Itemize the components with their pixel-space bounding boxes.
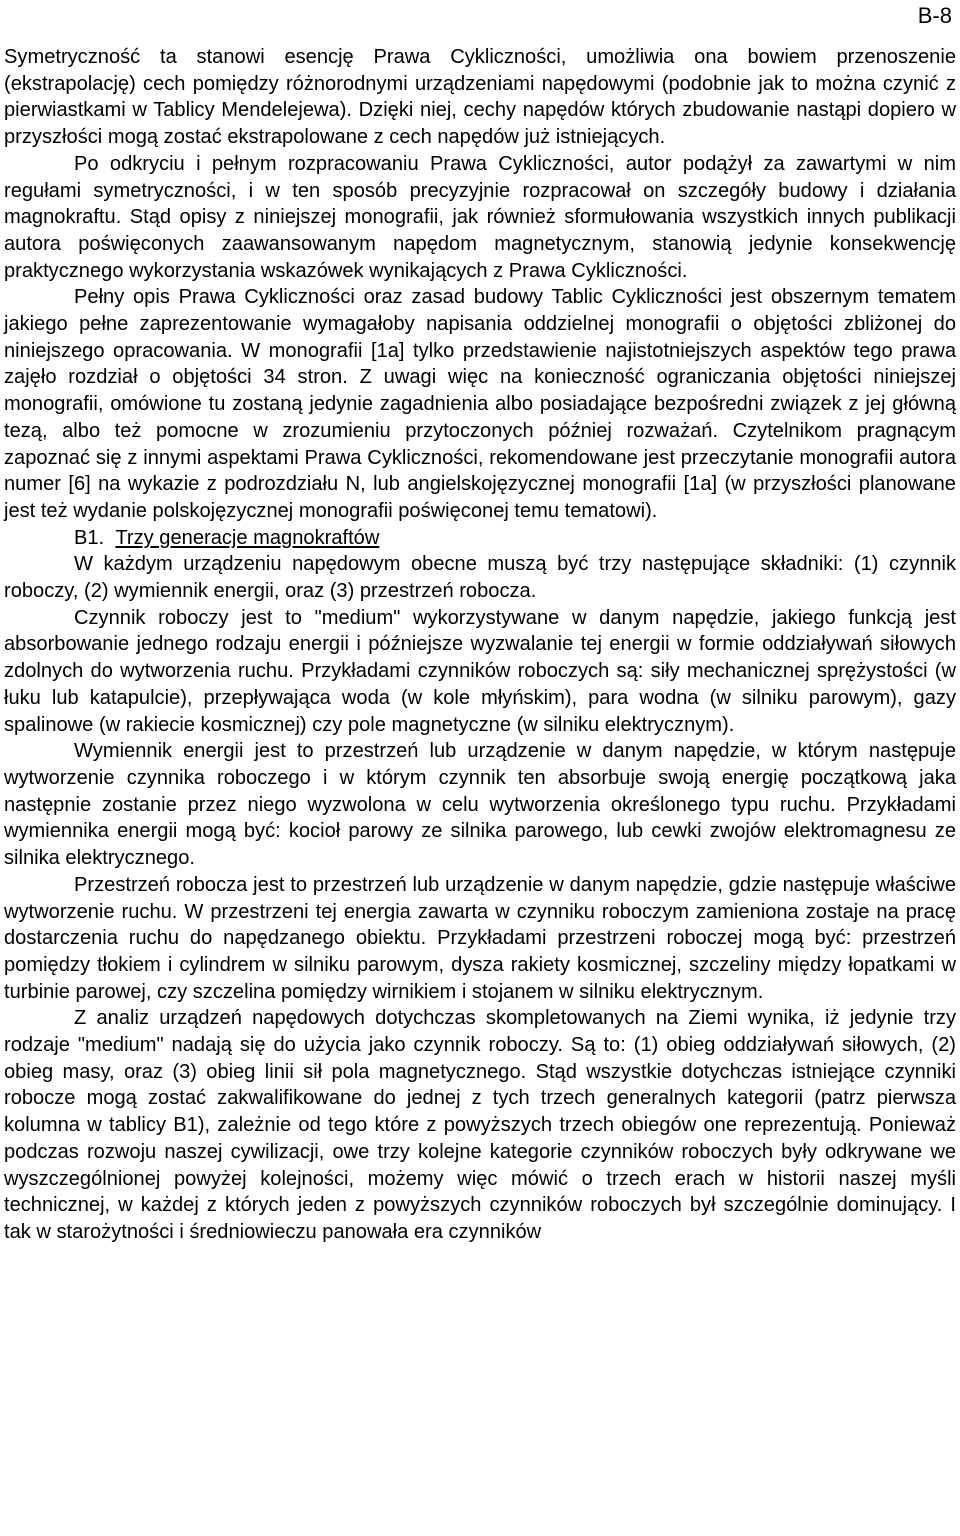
paragraph: Z analiz urządzeń napędowych dotychczas skompletowanych na Ziemi wynika, iż jedynie trzy rodzaje "medium" nadają się do użycia jako czynnik roboczy. Są to: (1) obieg oddziaływań siłowych, (2) obieg masy, oraz (3) obieg linii sił pola magnetycznego. Stąd wszystkie dotychczas istniejące czynniki robocze mogą zostać zakwalifikowane do jednej z tych trzech generalnych kategorii (patrz pierwsza kolumna w tablicy B1), zależnie od tego które z powyższych trzech obiegów one reprezentują. Ponieważ podczas rozwoju naszej cywilizacji, owe trzy kolejne kategorie czynników roboczych były odkrywane we wyszczególnionej powyżej kolejności, możemy więc mówić o trzech erach w historii naszej myśli technicznej, w każdej z których jeden z powyższych czynników roboczych był szczególnie dominujący. I tak w starożytności i średniowieczu panowała era czynników: [4, 1007, 956, 1243]
section-number: B1.: [74, 526, 105, 549]
paragraph: Przestrzeń robocza jest to przestrzeń lub urządzenie w danym napędzie, gdzie następuje właściwe wytworzenie ruchu. W przestrzeni tej energia zawarta w czynniku roboczym zamieniona zostaje na pracę dostarczenia ruchu do napędzanego obiektu. Przykładami przestrzeni roboczej mogą być: przestrzeń pomiędzy tłokiem i cylindrem w silniku parowym, dysza rakiety kosmicznej, szczeliny między łopatkami w turbinie parowej, czy szczelina pomiędzy wirnikiem i stojanem w silniku elektrycznym.: [4, 873, 956, 1003]
paragraph: Pełny opis Prawa Cykliczności oraz zasad budowy Tablic Cykliczności jest obszernym tematem jakiego pełne zaprezentowanie wymagałoby napisania oddzielnej monografii o objętości zbliżonej do niniejszego opracowania. W monografii [1a] tylko przedstawienie najistotniejszych aspektów tego prawa zajęło rozdział o objętości 34 stron. Z uwagi więc na konieczność ograniczania objętości niniejszej monografii, omówione tu zostaną jedynie zagadnienia albo posiadające bezpośredni związek z jej główną tezą, albo też pomocne w zrozumieniu przytoczonych później rozważań. Czytelnikom pragnącym zapoznać się z innymi aspektami Prawa Cykliczności, rekomendowane jest przeczytanie monografii autora numer [6] na wykazie z podrozdziału N, lub angielskojęzycznej monografii [1a] (w przyszłości planowane jest też wydanie polskojęzycznej monografii poświęconej temu tematowi).: [4, 286, 956, 522]
paragraph: Wymiennik energii jest to przestrzeń lub urządzenie w danym napędzie, w którym następuje wytworzenie czynnika roboczego i w którym czynnik ten absorbuje swoją energię początkową jaka następnie zostanie przez niego wyzwolona w celu wytworzenia określonego typu ruchu. Przykładami wymiennika energii mogą być: kocioł parowy ze silnika parowego, lub cewki zwojów elektromagnesu ze silnika elektrycznego.: [4, 740, 956, 870]
document-body: [4, 44, 956, 1246]
paragraph: W każdym urządzeniu napędowym obecne muszą być trzy następujące składniki: (1) czynnik roboczy, (2) wymiennik energii, oraz (3) przestrzeń robocza.: [4, 553, 956, 603]
paragraph: Po odkryciu i pełnym rozpracowaniu Prawa Cykliczności, autor podążył za zawartymi w nim regułami symetryczności, i w ten sposób precyzyjnie rozpracował on szczegóły budowy i działania magnokraftu. Stąd opisy z niniejszej monografii, jak również sformułowania wszystkich innych publikacji autora poświęconych zaawansowanym napędom magnetycznym, stanowią jedynie konsekwencję praktycznego wykorzystania wskazówek wynikających z Prawa Cykliczności.: [4, 152, 956, 282]
page-number: B-8: [917, 3, 952, 28]
section-title: Trzy generacje magnokraftów: [115, 526, 380, 549]
paragraph: Czynnik roboczy jest to "medium" wykorzystywane w danym napędzie, jakiego funkcją jest absorbowanie jednego rodzaju energii i późniejsze wyzwalanie tej energii w formie oddziaływań siłowych zdolnych do wytworzenia ruchu. Przykładami czynników roboczych są: siły mechanicznej sprężystości (w łuku lub katapulcie), przepływająca woda (w kole młyńskim), para wodna (w silniku parowym), gazy spalinowe (w rakiecie kosmicznej) czy pole magnetyczne (w silniku elektrycznym).: [4, 606, 956, 736]
paragraph: Symetryczność ta stanowi esencję Prawa Cykliczności, umożliwia ona bowiem przenoszenie (ekstrapolację) cech pomiędzy różnorodnymi urządzeniami napędowymi (podobnie jak to można czynić z pierwiastkami w Tablicy Mendelejewa). Dzięki niej, cechy napędów których zbudowanie nastąpi dopiero w przyszłości mogą zostać ekstrapolowane z cech napędów już istniejących.: [4, 46, 956, 149]
section-heading: [4, 525, 956, 552]
